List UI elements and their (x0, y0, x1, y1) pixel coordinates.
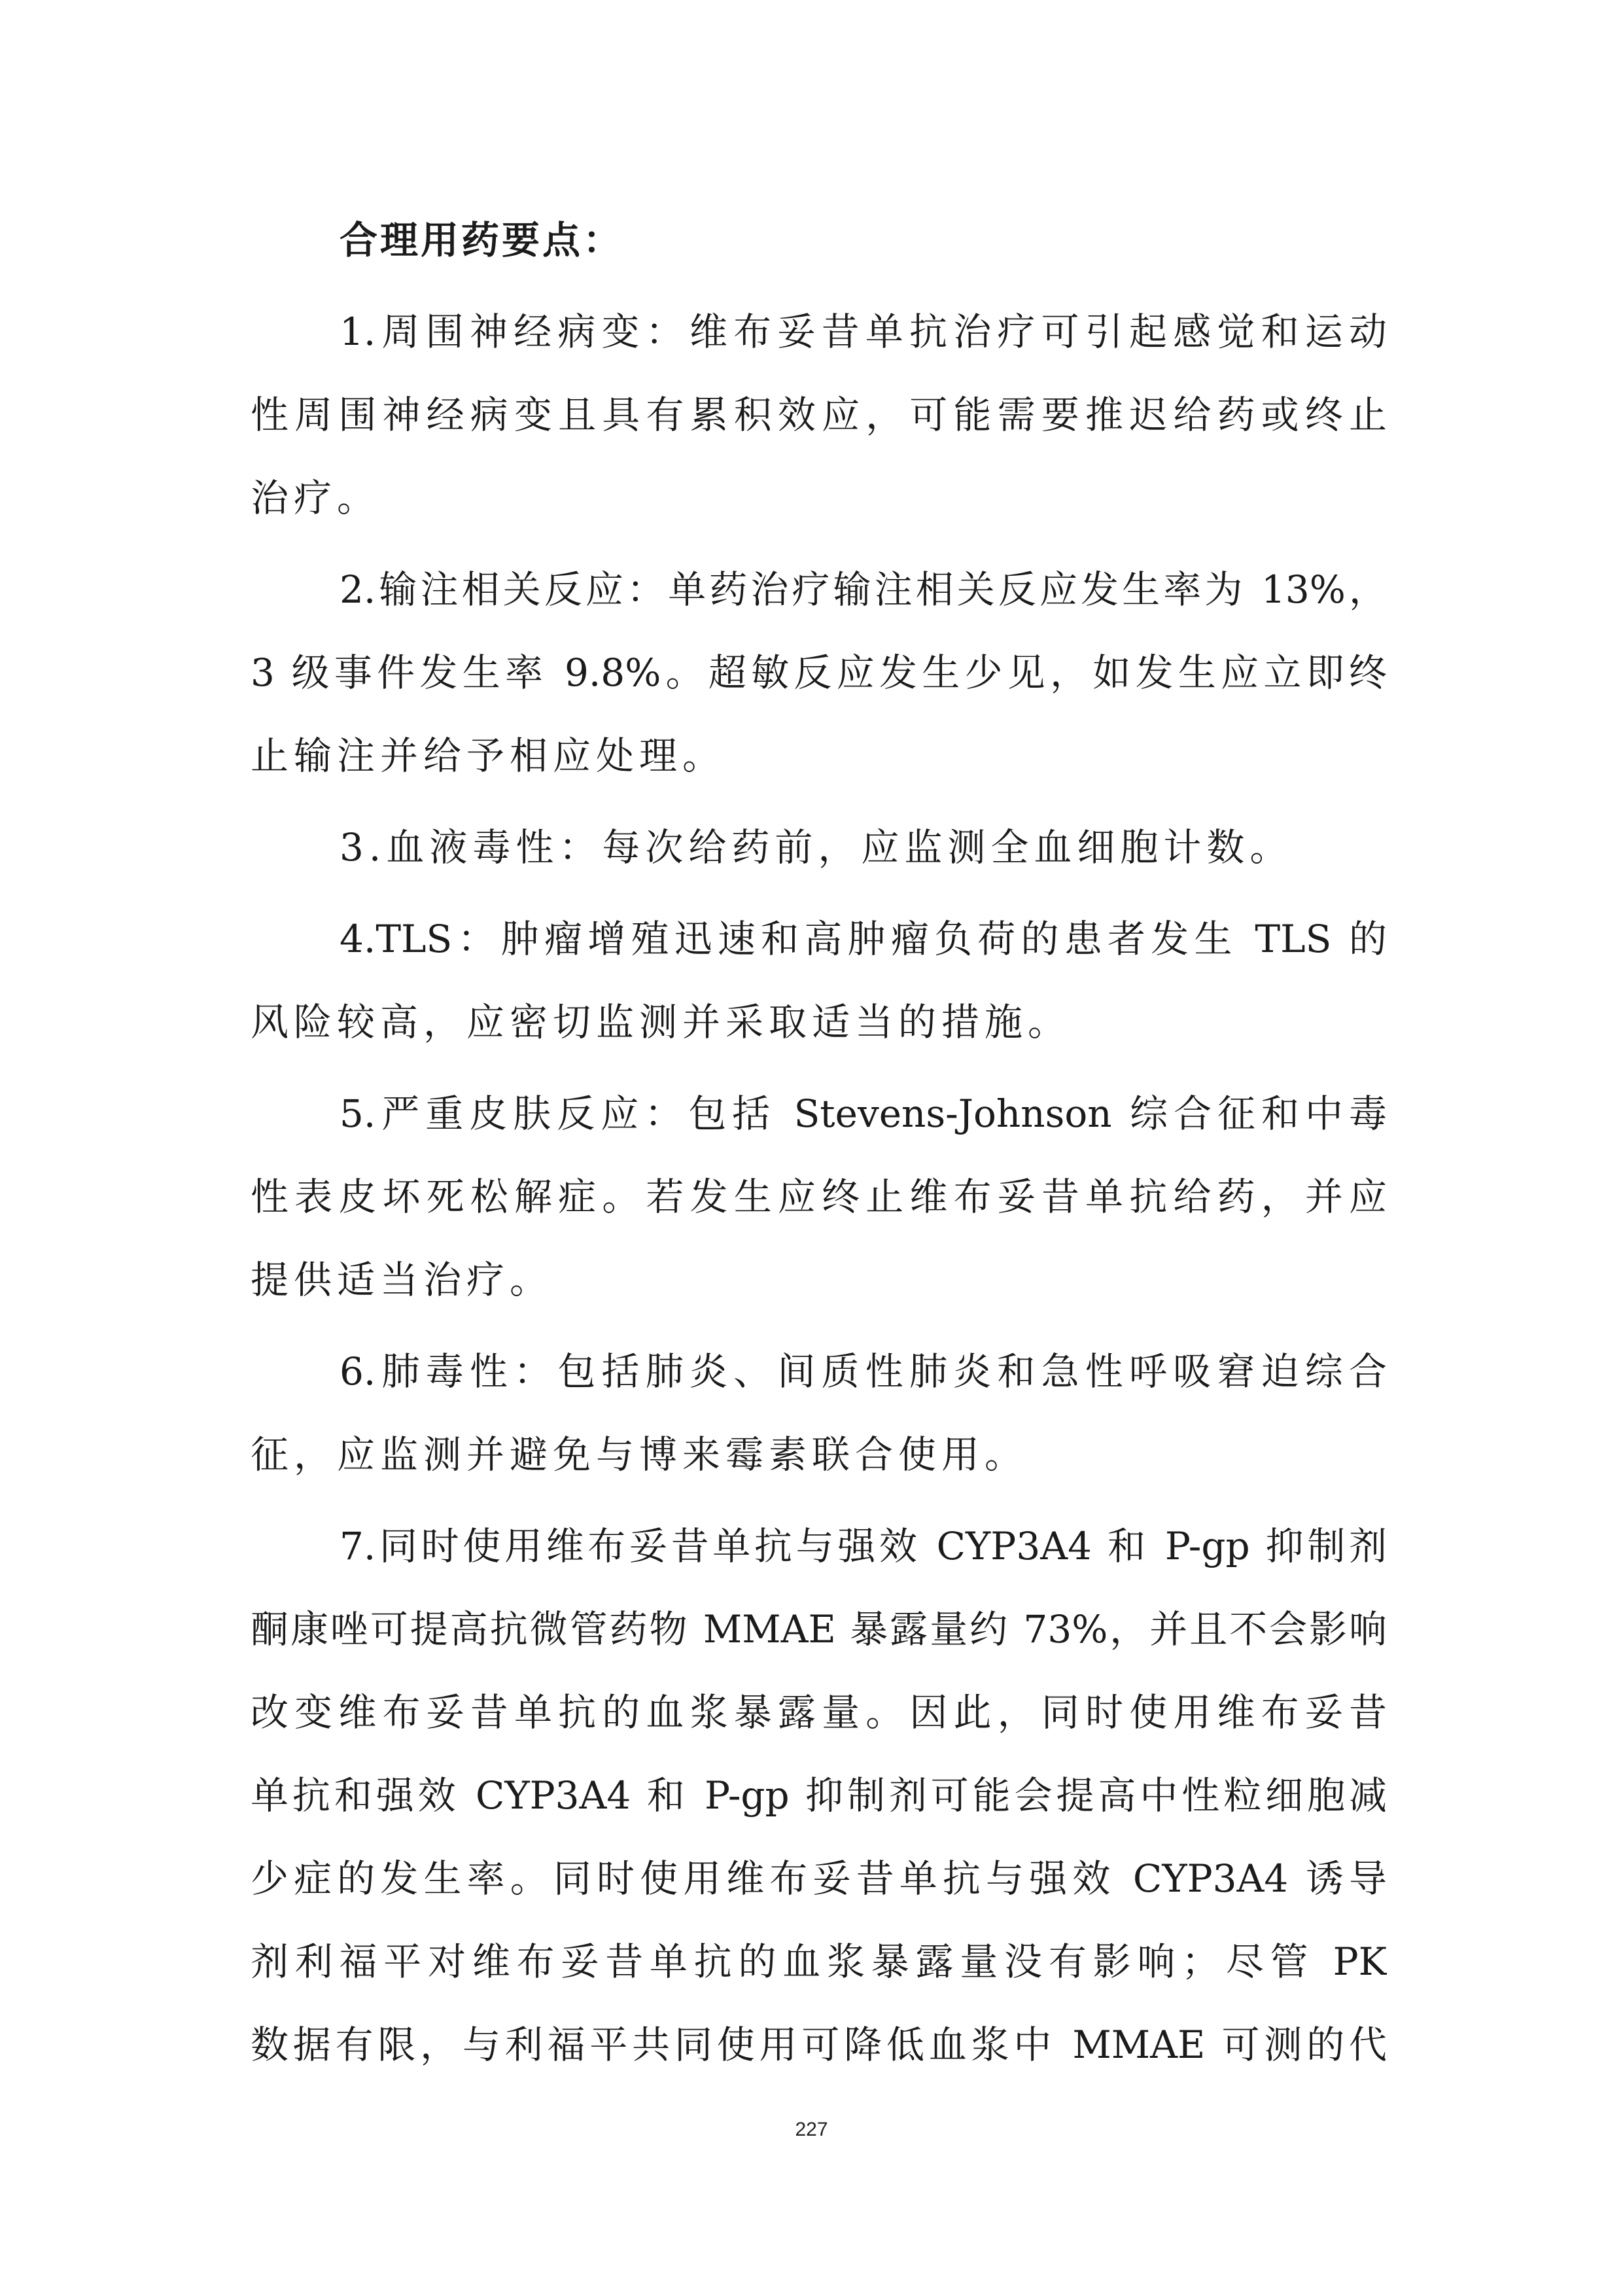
paragraph-line: 止输注并给予相应处理。 (251, 733, 726, 778)
paragraph-line: 性周围神经病变且具有累积效应，可能需要推迟给药或终止 (251, 393, 1387, 437)
paragraph-line: 3 级事件发生率 9.8%。超敏反应发生少见，如发生应立即终 (251, 650, 1387, 695)
paragraph-6 (251, 1330, 1387, 1496)
section-heading: 合理用药要点： (340, 218, 624, 262)
paragraph-line: 数据有限，与利福平共同使用可降低血浆中 MMAE 可测的代 (251, 2022, 1387, 2067)
paragraph-line: 7.同时使用维布妥昔单抗与强效 CYP3A4 和 P-gp 抑制剂 (340, 1524, 1387, 1568)
paragraph-5 (251, 1072, 1387, 1322)
paragraph-line: 2.输注相关反应：单药治疗输注相关反应发生率为 13%， (340, 567, 1387, 612)
paragraph-line: 3.血液毒性：每次给药前，应监测全血细胞计数。 (340, 825, 1293, 870)
paragraph-line: 风险较高，应密切监测并采取适当的措施。 (251, 1000, 1072, 1044)
paragraph-line: 性表皮坏死松解症。若发生应终止维布妥昔单抗给药，并应 (251, 1174, 1387, 1219)
paragraph-line: 单抗和强效 CYP3A4 和 P-gp 抑制剂可能会提高中性粒细胞减 (251, 1773, 1387, 1818)
paragraph-7 (251, 1505, 1387, 2087)
text-body (251, 199, 1387, 2087)
paragraph-line: 6.肺毒性：包括肺炎、间质性肺炎和急性呼吸窘迫综合 (340, 1349, 1387, 1394)
paragraph-2 (251, 548, 1387, 798)
paragraph-line: 少症的发生率。同时使用维布妥昔单抗与强效 CYP3A4 诱导 (251, 1856, 1387, 1901)
paragraph-line: 4.TLS：肿瘤增殖迅速和高肿瘤负荷的患者发生 TLS 的 (340, 917, 1387, 961)
paragraph-line: 1.周围神经病变：维布妥昔单抗治疗可引起感觉和运动 (340, 309, 1387, 354)
paragraph-line: 酮康唑可提高抗微管药物 MMAE 暴露量约 73%，并且不会影响 (251, 1607, 1387, 1651)
page-number: 227 (795, 2119, 828, 2140)
paragraph-3 (251, 806, 1387, 889)
paragraph-line: 剂利福平对维布妥昔单抗的血浆暴露量没有影响；尽管 PK (251, 1939, 1387, 1984)
paragraph-line: 5.严重皮肤反应：包括 Stevens-Johnson 综合征和中毒 (340, 1091, 1387, 1136)
paragraph-line: 征，应监测并避免与博来霉素联合使用。 (251, 1432, 1028, 1477)
paragraph-4 (251, 898, 1387, 1064)
paragraph-line: 提供适当治疗。 (251, 1258, 553, 1302)
paragraph-1 (251, 291, 1387, 540)
paragraph-line: 改变维布妥昔单抗的血浆暴露量。因此，同时使用维布妥昔 (251, 1690, 1387, 1735)
paragraph-line: 治疗。 (251, 476, 381, 520)
